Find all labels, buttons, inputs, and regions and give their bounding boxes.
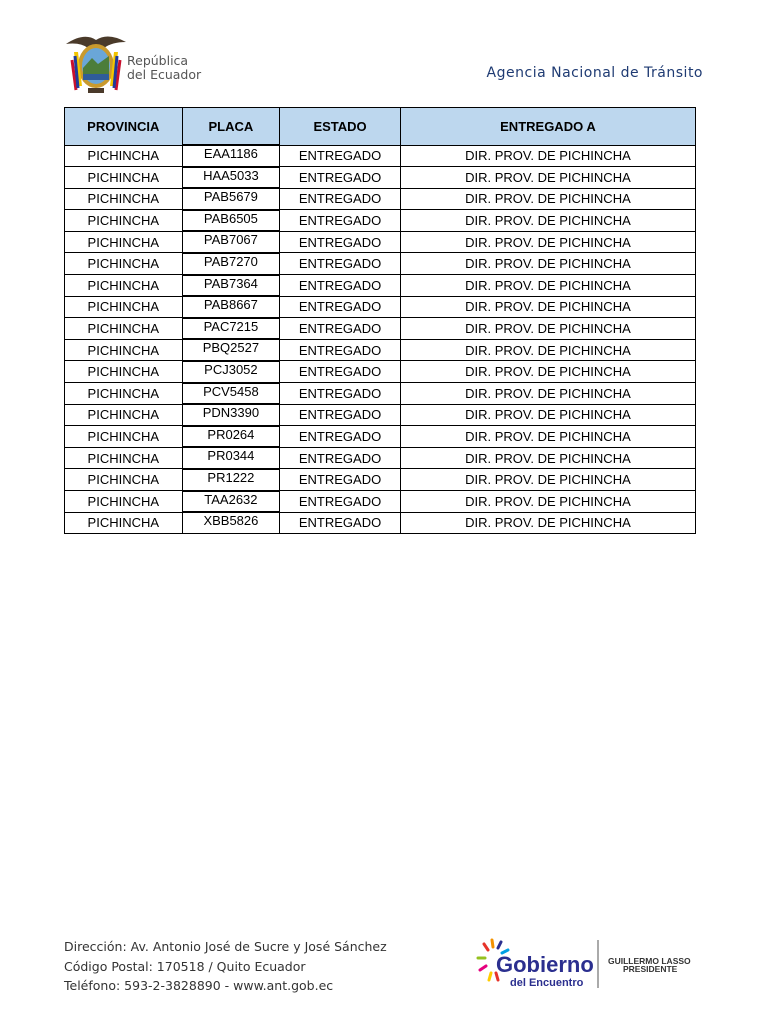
cell-provincia: PICHINCHA	[65, 361, 183, 383]
column-header-estado: ESTADO	[280, 108, 401, 146]
logo-line-republica: República	[127, 53, 189, 68]
cell-provincia: PICHINCHA	[65, 339, 183, 361]
cell-entregado-a: DIR. PROV. DE PICHINCHA	[400, 231, 695, 253]
cell-provincia: PICHINCHA	[65, 404, 183, 426]
table-row	[65, 491, 696, 513]
footer-address: Dirección: Av. Antonio José de Sucre y José Sánchez	[64, 939, 387, 954]
cell-placa: PR0344	[182, 447, 280, 469]
cell-entregado-a: DIR. PROV. DE PICHINCHA	[400, 296, 695, 318]
cell-placa: PDN3390	[182, 404, 280, 426]
footer-phone: Teléfono: 593-2-3828890 - www.ant.gob.ec	[64, 978, 334, 993]
table-body	[65, 145, 696, 533]
cell-estado: ENTREGADO	[280, 231, 401, 253]
table-row	[65, 469, 696, 491]
cell-provincia: PICHINCHA	[65, 188, 183, 210]
president-name: GUILLERMO LASSO	[608, 956, 691, 966]
cell-provincia: PICHINCHA	[65, 318, 183, 340]
cell-estado: ENTREGADO	[280, 383, 401, 405]
cell-entregado-a: DIR. PROV. DE PICHINCHA	[400, 404, 695, 426]
cell-placa: PAB8667	[182, 296, 280, 318]
cell-estado: ENTREGADO	[280, 275, 401, 297]
cell-estado: ENTREGADO	[280, 491, 401, 513]
cell-provincia: PICHINCHA	[65, 469, 183, 491]
cell-placa: EAA1186	[182, 145, 280, 167]
cell-entregado-a: DIR. PROV. DE PICHINCHA	[400, 491, 695, 513]
table-row	[65, 231, 696, 253]
footer-address-block	[64, 937, 387, 996]
cell-placa: XBB5826	[182, 512, 280, 533]
cell-entregado-a: DIR. PROV. DE PICHINCHA	[400, 447, 695, 469]
cell-estado: ENTREGADO	[280, 469, 401, 491]
cell-estado: ENTREGADO	[280, 339, 401, 361]
cell-placa: TAA2632	[182, 491, 280, 513]
gob-title: Gobierno	[496, 952, 594, 977]
cell-placa: PCV5458	[182, 383, 280, 405]
cell-entregado-a: DIR. PROV. DE PICHINCHA	[400, 512, 695, 533]
cell-estado: ENTREGADO	[280, 145, 401, 167]
logo-text	[127, 54, 201, 82]
cell-estado: ENTREGADO	[280, 318, 401, 340]
cell-entregado-a: DIR. PROV. DE PICHINCHA	[400, 167, 695, 189]
cell-estado: ENTREGADO	[280, 512, 401, 533]
footer-postal-code: Código Postal: 170518 / Quito Ecuador	[64, 958, 306, 974]
table-row	[65, 426, 696, 448]
cell-provincia: PICHINCHA	[65, 426, 183, 448]
deliveries-table	[64, 107, 696, 534]
cell-placa: PR0264	[182, 426, 280, 448]
cell-entregado-a: DIR. PROV. DE PICHINCHA	[400, 469, 695, 491]
cell-entregado-a: DIR. PROV. DE PICHINCHA	[400, 361, 695, 383]
cell-placa: PAB6505	[182, 210, 280, 232]
cell-provincia: PICHINCHA	[65, 231, 183, 253]
agency-name: Agencia Nacional de Tránsito	[486, 65, 703, 81]
cell-entregado-a: DIR. PROV. DE PICHINCHA	[400, 253, 695, 275]
column-header-placa: PLACA	[182, 108, 280, 146]
table-row	[65, 296, 696, 318]
table-row	[65, 145, 696, 167]
cell-placa: PBQ2527	[182, 339, 280, 361]
cell-provincia: PICHINCHA	[65, 447, 183, 469]
column-header-entregado-a: ENTREGADO A	[400, 108, 695, 146]
cell-estado: ENTREGADO	[280, 188, 401, 210]
cell-provincia: PICHINCHA	[65, 275, 183, 297]
table-row	[65, 210, 696, 232]
cell-estado: ENTREGADO	[280, 426, 401, 448]
table-row	[65, 167, 696, 189]
cell-provincia: PICHINCHA	[65, 383, 183, 405]
logo-line-ecuador: del Ecuador	[127, 67, 202, 82]
column-header-provincia: PROVINCIA	[65, 108, 183, 146]
table-row	[65, 253, 696, 275]
cell-placa: PAB7270	[182, 253, 280, 275]
cell-estado: ENTREGADO	[280, 167, 401, 189]
cell-provincia: PICHINCHA	[65, 145, 183, 167]
table-row	[65, 512, 696, 533]
cell-placa: PAC7215	[182, 318, 280, 340]
table-row	[65, 318, 696, 340]
cell-placa: PR1222	[182, 469, 280, 491]
table-row	[65, 275, 696, 297]
cell-entregado-a: DIR. PROV. DE PICHINCHA	[400, 383, 695, 405]
cell-entregado-a: DIR. PROV. DE PICHINCHA	[400, 339, 695, 361]
table-row	[65, 339, 696, 361]
cell-provincia: PICHINCHA	[65, 210, 183, 232]
cell-estado: ENTREGADO	[280, 404, 401, 426]
cell-estado: ENTREGADO	[280, 210, 401, 232]
cell-placa: HAA5033	[182, 167, 280, 189]
table-row	[65, 404, 696, 426]
cell-entregado-a: DIR. PROV. DE PICHINCHA	[400, 318, 695, 340]
cell-placa: PAB7067	[182, 231, 280, 253]
cell-entregado-a: DIR. PROV. DE PICHINCHA	[400, 275, 695, 297]
table-row	[65, 188, 696, 210]
table-row	[65, 361, 696, 383]
cell-placa: PAB7364	[182, 275, 280, 297]
gob-subtitle: del Encuentro	[510, 977, 584, 989]
cell-entregado-a: DIR. PROV. DE PICHINCHA	[400, 145, 695, 167]
cell-provincia: PICHINCHA	[65, 296, 183, 318]
cell-entregado-a: DIR. PROV. DE PICHINCHA	[400, 426, 695, 448]
cell-provincia: PICHINCHA	[65, 491, 183, 513]
cell-placa: PAB5679	[182, 188, 280, 210]
president-title: PRESIDENTE	[623, 964, 678, 974]
table-row	[65, 383, 696, 405]
cell-estado: ENTREGADO	[280, 253, 401, 275]
cell-provincia: PICHINCHA	[65, 512, 183, 533]
table-row	[65, 447, 696, 469]
cell-entregado-a: DIR. PROV. DE PICHINCHA	[400, 210, 695, 232]
gobierno-del-encuentro-logo	[476, 936, 706, 992]
cell-estado: ENTREGADO	[280, 361, 401, 383]
cell-entregado-a: DIR. PROV. DE PICHINCHA	[400, 188, 695, 210]
cell-estado: ENTREGADO	[280, 447, 401, 469]
cell-provincia: PICHINCHA	[65, 253, 183, 275]
cell-placa: PCJ3052	[182, 361, 280, 383]
cell-estado: ENTREGADO	[280, 296, 401, 318]
cell-provincia: PICHINCHA	[65, 167, 183, 189]
table-header-row	[65, 108, 696, 146]
